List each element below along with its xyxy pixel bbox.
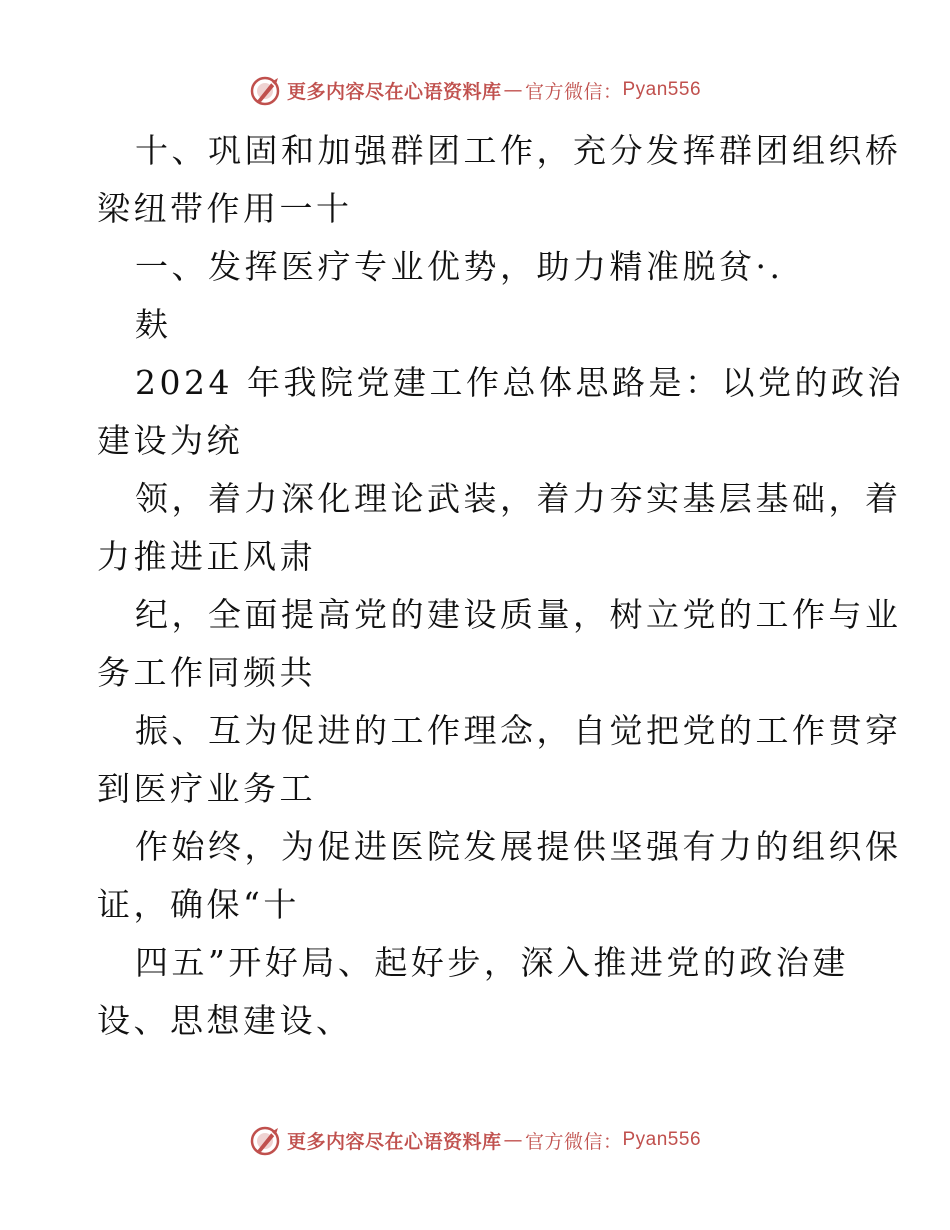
pen-logo-icon [249,73,283,107]
watermark-wechat-label: 官方微信： [524,1130,623,1153]
text-line: 十、巩固和加强群团工作，充分发挥群团组织桥 [135,131,902,170]
text-line: 领，着力深化理论武装，着力夯实基层基础，着 [135,479,902,518]
pen-logo-icon [249,1123,283,1157]
text-line: 证，确保“十 [97,885,300,924]
watermark-wechat-label: 官方微信： [524,80,623,103]
text-line: 建设为统 [97,421,243,460]
watermark-dash: — [503,1129,523,1151]
watermark-wechat-id: Pyan556 [622,1129,702,1150]
watermark-text [287,1127,701,1154]
text-line: 到医疗业务工 [97,769,316,808]
text-line: 四五”开好局、起好步，深入推进党的政治建 [135,943,849,982]
text-line: 梁纽带作用一十 [97,189,353,228]
watermark-main-text: 更多内容尽在心语资料库 [286,1130,502,1153]
text-line: 务工作同频共 [97,653,316,692]
text-line: 一、发挥医疗专业优势，助力精准脱贫·. [135,247,784,286]
text-line: 振、互为促进的工作理念，自觉把党的工作贯穿 [135,711,902,750]
text-line: 设、思想建设、 [97,1001,353,1040]
header-watermark [0,70,950,110]
text-line: 作始终，为促进医院发展提供坚强有力的组织保 [135,827,902,866]
document-body [97,122,904,1050]
text-line: 力推进正风肃 [97,537,316,576]
watermark-text [287,77,701,104]
text-line: 2024 年我院党建工作总体思路是：以党的政治 [135,363,904,402]
watermark-wechat-id: Pyan556 [622,79,702,100]
watermark-dash: — [503,79,523,101]
footer-watermark [0,1120,950,1160]
watermark-main-text: 更多内容尽在心语资料库 [286,80,502,103]
text-line: 麸 [135,305,172,344]
text-line: 纪，全面提高党的建设质量，树立党的工作与业 [135,595,902,634]
